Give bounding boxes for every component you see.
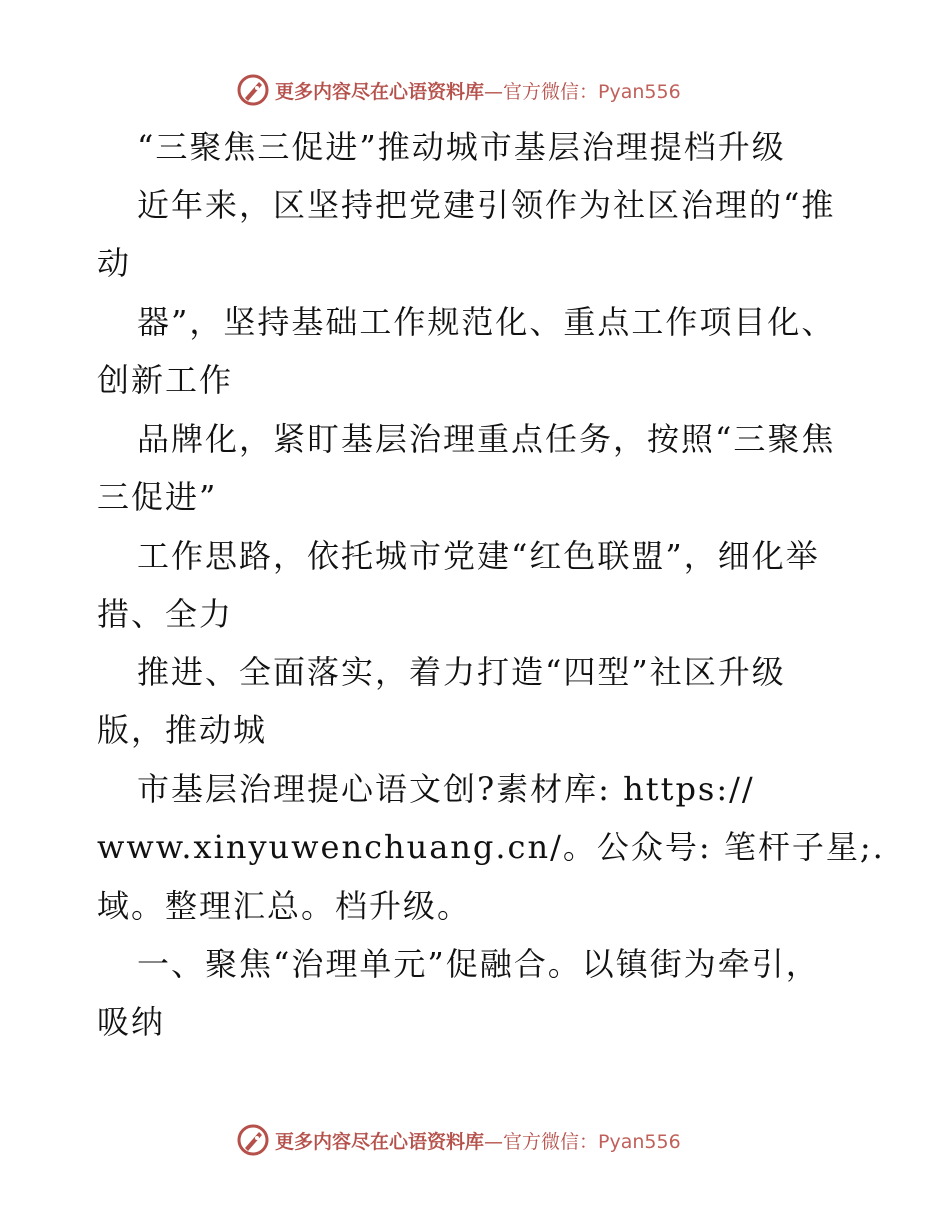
body-line: 一、聚焦“治理单元”促融合。以镇街为牵引， [137,945,820,983]
body-line: 器”，坚持基础工作规范化、重点工作项目化、 [137,303,836,341]
body-line: 工作思路，依托城市党建“红色联盟”，细化举 [137,537,820,575]
body-line: 市基层治理提心语文创?素材库: https:// [137,770,755,808]
body-line: 版，推动城 [97,711,268,749]
footer-watermark [235,1120,715,1160]
body-line: 三促进” [97,478,218,516]
watermark-main-text: 更多内容尽在心语资料库 [275,1130,485,1153]
body-line: 动 [97,244,132,282]
body-line: 措、全力 [97,595,234,633]
watermark-wechat-id: Pyan556 [598,80,681,103]
watermark-separator: —官方微信： [484,1130,599,1153]
body-line: 吸纳 [97,1003,166,1041]
body-line: 近年来，区坚持把党建引领作为社区治理的“推 [137,186,836,224]
pen-nib-seal-icon [235,72,271,108]
document-title: “三聚焦三促进”推动城市基层治理提档升级 [137,128,786,166]
body-line: 创新工作 [97,361,234,399]
header-watermark [235,70,715,110]
watermark-separator: —官方微信： [484,80,599,103]
body-line: www.xinyuwenchuang.cn/。公众号: 笔杆子星;. [97,828,885,866]
body-line: 品牌化，紧盯基层治理重点任务，按照“三聚焦 [137,420,836,458]
watermark-wechat-id: Pyan556 [598,1130,681,1153]
pen-nib-seal-icon [235,1122,271,1158]
body-line: 域。整理汇总。档升级。 [97,887,472,925]
watermark-main-text: 更多内容尽在心语资料库 [275,80,485,103]
body-line: 推进、全面落实，着力打造“四型”社区升级 [137,653,786,691]
